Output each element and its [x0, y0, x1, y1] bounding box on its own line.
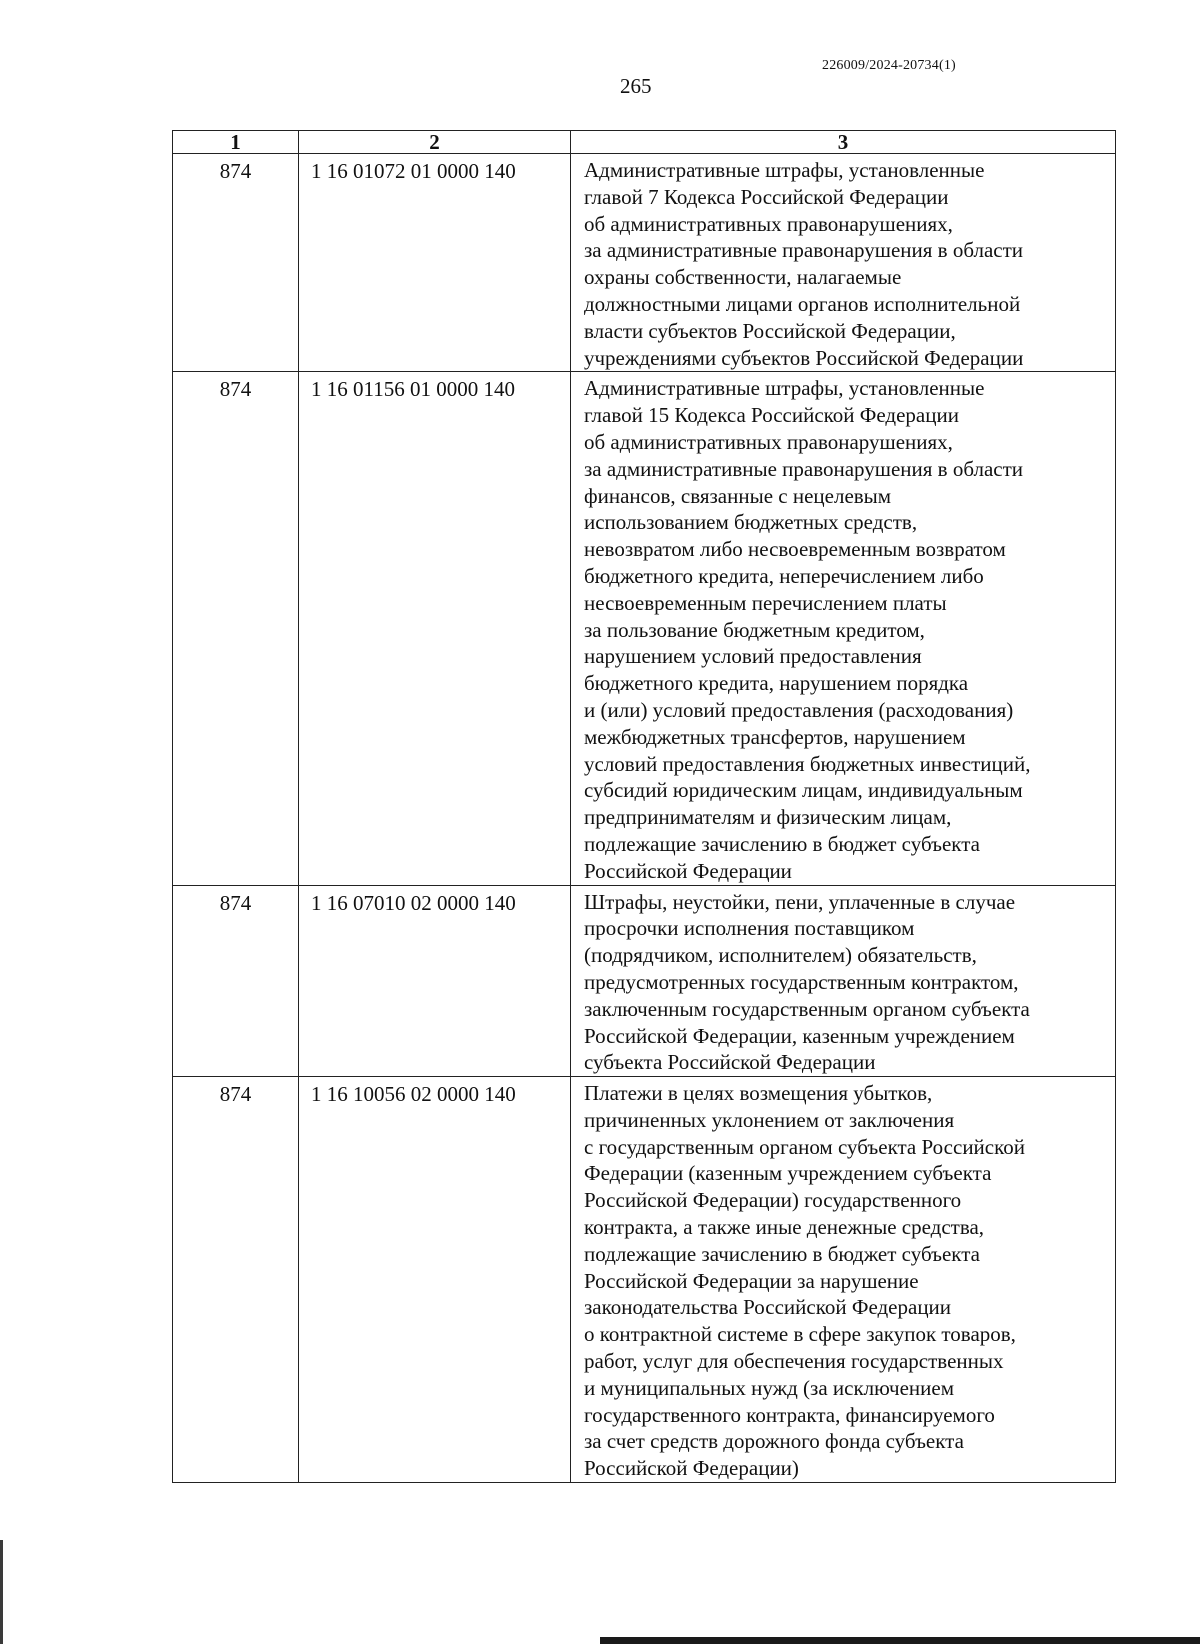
description-line: предпринимателям и физическим лицам,: [584, 805, 952, 830]
description-line: о контрактной системе в сфере закупок товаров,: [584, 1322, 1016, 1347]
revenue-description-cell: [571, 154, 1116, 372]
description-line: использованием бюджетных средств,: [584, 510, 918, 535]
description-line: Российской Федерации за нарушение: [584, 1268, 919, 1293]
description-line: финансов, связанные с нецелевым: [584, 483, 892, 508]
description-line: Федерации (казенным учреждением субъекта: [584, 1161, 992, 1186]
scan-bottom-shadow: [600, 1637, 1200, 1644]
description-line: (подрядчиком, исполнителем) обязательств,: [584, 943, 977, 968]
document-registration-number: 226009/2024-20734(1): [822, 58, 956, 73]
description-line: работ, услуг для обеспечения государственных: [584, 1349, 1004, 1374]
description-line: охраны собственности, налагаемые: [584, 265, 902, 290]
budget-classification-code-cell: 1 16 07010 02 0000 140: [299, 885, 571, 1077]
column-header-3: 3: [571, 131, 1116, 154]
description-line: и муниципальных нужд (за исключением: [584, 1375, 954, 1400]
revenue-description-cell: [571, 1077, 1116, 1483]
description-line: Российской Федерации: [584, 858, 792, 883]
description-line: законодательства Российской Федерации: [584, 1295, 952, 1320]
description-line: за пользование бюджетным кредитом,: [584, 617, 925, 642]
description-line: заключенным государственным органом субъекта: [584, 996, 1030, 1021]
description-line: контракта, а также иные денежные средства,: [584, 1215, 985, 1240]
table-row: [173, 1077, 1116, 1483]
column-header-2: 2: [299, 131, 571, 154]
table-body: [173, 154, 1116, 1483]
description-line: и (или) условий предоставления (расходования): [584, 697, 1014, 722]
description-line: Штрафы, неустойки, пени, уплаченные в случае: [584, 889, 1016, 914]
description-line: с государственным органом субъекта Российской: [584, 1134, 1025, 1159]
admin-code-cell: 874: [173, 1077, 299, 1483]
description-line: за административные правонарушения в области: [584, 238, 1024, 263]
description-line: причиненных уклонением от заключения: [584, 1107, 955, 1132]
description-line: предусмотренных государственным контрактом,: [584, 969, 1019, 994]
revenue-description-cell: [571, 372, 1116, 885]
description-line: бюджетного кредита, нарушением порядка: [584, 671, 969, 696]
description-line: субъекта Российской Федерации: [584, 1050, 876, 1075]
description-line: невозвратом либо несвоевременным возвратом: [584, 537, 1006, 562]
description-line: учреждениями субъектов Российской Федерации: [584, 345, 1024, 370]
description-line: должностными лицами органов исполнительной: [584, 291, 1021, 316]
table-row: [173, 885, 1116, 1077]
description-line: несвоевременным перечислением платы: [584, 590, 947, 615]
admin-code-cell: 874: [173, 154, 299, 372]
description-line: за счет средств дорожного фонда субъекта: [584, 1429, 964, 1454]
description-line: за административные правонарушения в области: [584, 456, 1024, 481]
revenue-description-cell: [571, 885, 1116, 1077]
table-row: [173, 372, 1116, 885]
description-line: Административные штрафы, установленные: [584, 376, 985, 401]
admin-code-cell: 874: [173, 372, 299, 885]
description-line: Российской Федерации) государственного: [584, 1188, 962, 1213]
description-line: подлежащие зачислению в бюджет субъекта: [584, 1241, 980, 1266]
description-line: главой 15 Кодекса Российской Федерации: [584, 403, 959, 428]
admin-code-cell: 874: [173, 885, 299, 1077]
description-line: об административных правонарушениях,: [584, 211, 953, 236]
budget-revenue-table: [172, 130, 1116, 1483]
table-header-row: [173, 131, 1116, 154]
description-line: государственного контракта, финансируемого: [584, 1402, 995, 1427]
column-header-1: 1: [173, 131, 299, 154]
description-line: нарушением условий предоставления: [584, 644, 922, 669]
description-line: об административных правонарушениях,: [584, 429, 953, 454]
description-line: бюджетного кредита, неперечислением либо: [584, 563, 984, 588]
description-line: Российской Федерации, казенным учреждением: [584, 1023, 1015, 1048]
description-line: просрочки исполнения поставщиком: [584, 916, 915, 941]
budget-classification-code-cell: 1 16 01156 01 0000 140: [299, 372, 571, 885]
table-row: [173, 154, 1116, 372]
description-line: подлежащие зачислению в бюджет субъекта: [584, 831, 980, 856]
description-line: Российской Федерации): [584, 1456, 799, 1481]
budget-classification-code-cell: 1 16 10056 02 0000 140: [299, 1077, 571, 1483]
description-line: власти субъектов Российской Федерации,: [584, 318, 956, 343]
description-line: условий предоставления бюджетных инвестиций,: [584, 751, 1031, 776]
description-line: Платежи в целях возмещения убытков,: [584, 1081, 933, 1106]
description-line: Административные штрафы, установленные: [584, 158, 985, 182]
description-line: главой 7 Кодекса Российской Федерации: [584, 184, 949, 209]
page-number: 265: [620, 74, 652, 98]
budget-classification-code-cell: 1 16 01072 01 0000 140: [299, 154, 571, 372]
description-line: межбюджетных трансфертов, нарушением: [584, 724, 966, 749]
description-line: субсидий юридическим лицам, индивидуальным: [584, 778, 1023, 803]
scan-edge-shadow: [0, 1540, 3, 1644]
